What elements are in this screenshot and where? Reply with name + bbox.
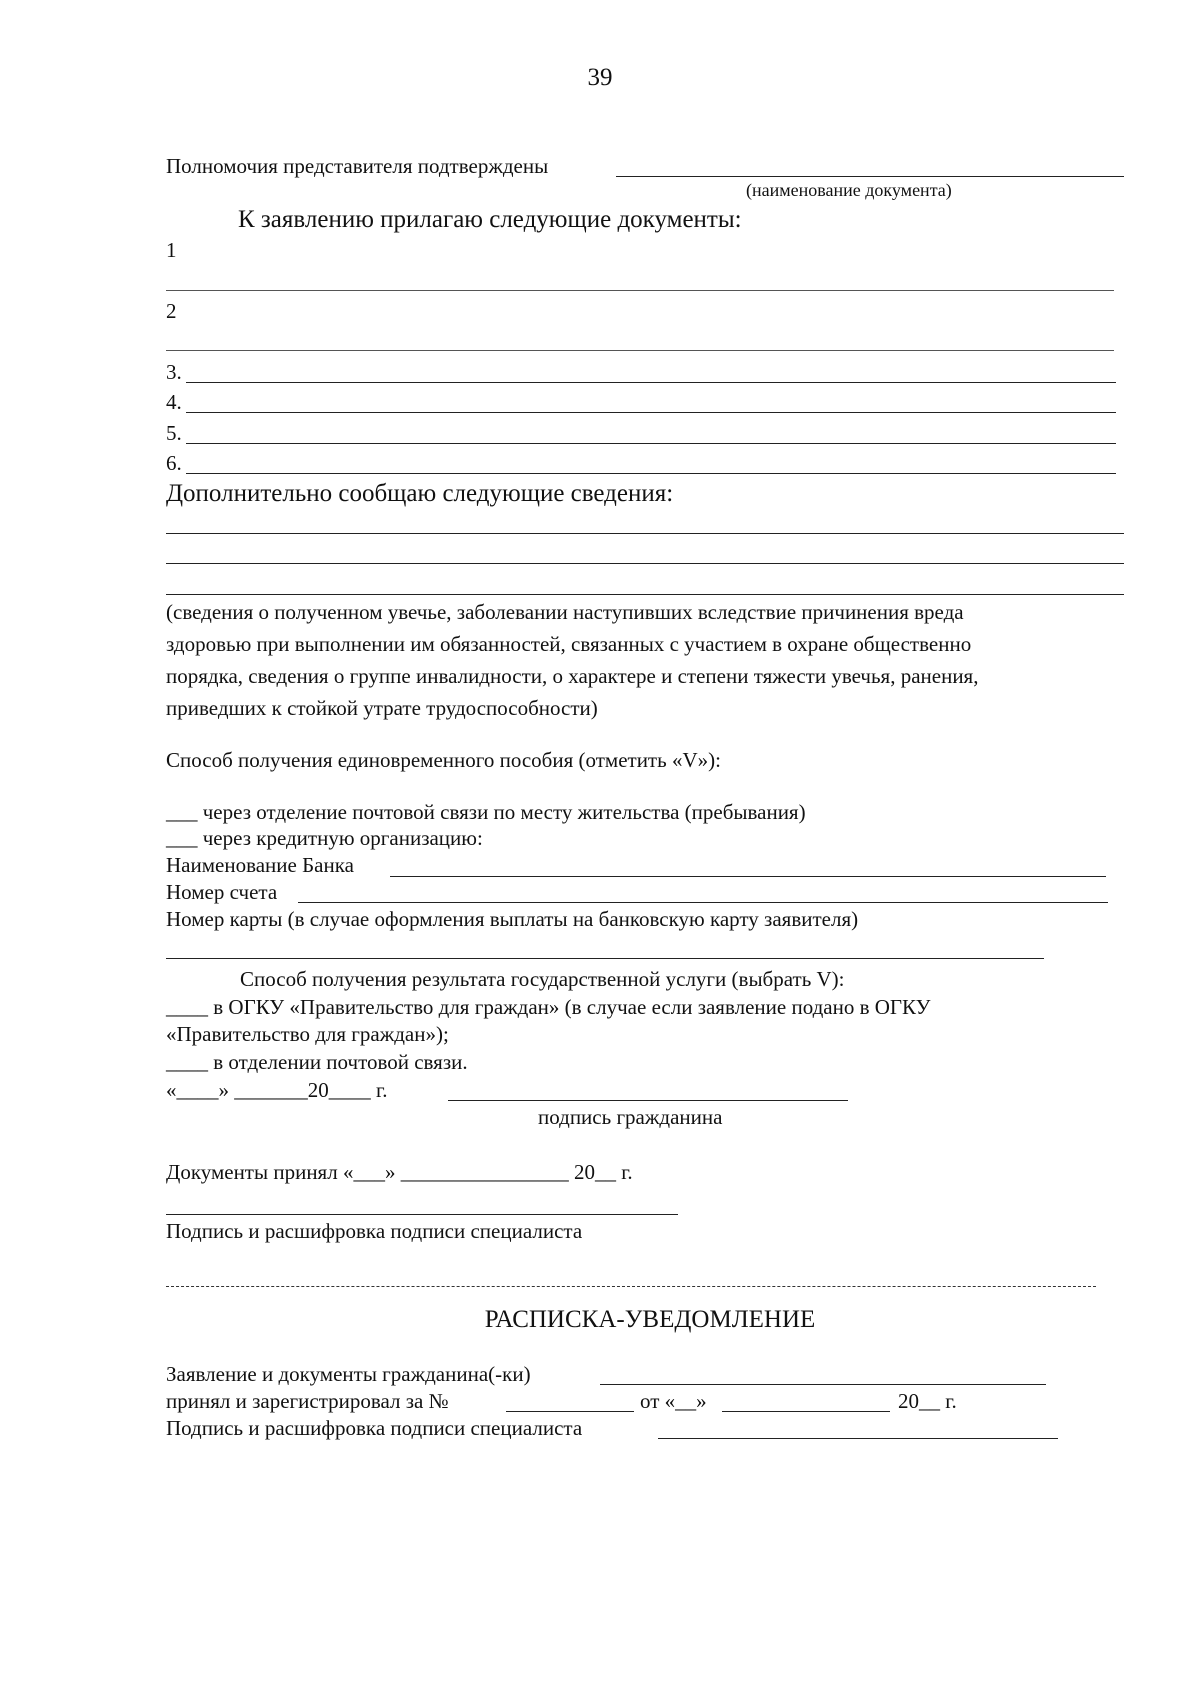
result-option-post-checkbox[interactable]: ____ xyxy=(166,1050,208,1074)
authority-document-field[interactable] xyxy=(616,176,1124,177)
receipt-number-field[interactable] xyxy=(506,1411,634,1412)
receipt-applicant-label: Заявление и документы гражданина(-ки) xyxy=(166,1362,531,1386)
attachment-item-1-number: 1 xyxy=(166,238,177,262)
result-option-post-label: в отделении почтовой связи. xyxy=(213,1050,468,1074)
bank-name-label: Наименование Банка xyxy=(166,853,354,877)
additional-field-line-2[interactable] xyxy=(166,563,1124,564)
additional-note-line-4: приведших к стойкой утрате трудоспособности) xyxy=(166,696,598,720)
specialist-signature-caption: Подпись и расшифровка подписи специалиста xyxy=(166,1219,583,1243)
payment-option-post-label: через отделение почтовой связи по месту жительства (пребывания) xyxy=(202,800,806,824)
additional-note-line-1: (сведения о полученном увечье, заболевании наступивших вследствие причинения вреда xyxy=(166,600,964,624)
attachment-item-4-number: 4. xyxy=(166,390,182,414)
result-option-post[interactable] xyxy=(166,1050,468,1074)
attachment-item-3-number: 3. xyxy=(166,360,182,384)
result-option-ogku-label-line-2: «Правительство для граждан»); xyxy=(166,1022,449,1046)
payment-title: Способ получения единовременного пособия (отметить «V»): xyxy=(166,748,721,772)
account-number-field[interactable] xyxy=(298,902,1108,903)
additional-label: Дополнительно сообщаю следующие сведения: xyxy=(166,480,674,507)
authority-caption: (наименование документа) xyxy=(746,180,952,200)
attachment-item-2-number: 2 xyxy=(166,299,177,323)
additional-note-line-2: здоровью при выполнении им обязанностей, связанных с участием в охране общественно xyxy=(166,632,972,656)
additional-note-line-3: порядка, сведения о группе инвалидности, о характере и степени тяжести увечья, ранения, xyxy=(166,664,979,688)
receipt-applicant-field[interactable] xyxy=(600,1384,1046,1385)
payment-option-post-checkbox[interactable]: ___ xyxy=(166,800,198,824)
receipt-specialist-signature-label: Подпись и расшифровка подписи специалиста xyxy=(166,1416,583,1440)
receipt-date-field[interactable] xyxy=(722,1411,890,1412)
result-option-ogku-checkbox[interactable]: ____ xyxy=(166,995,208,1019)
bank-name-field[interactable] xyxy=(390,876,1106,877)
page-number: 39 xyxy=(587,64,613,91)
result-option-ogku[interactable] xyxy=(166,995,931,1019)
applicant-signature-field[interactable] xyxy=(448,1100,848,1101)
applicant-date-field[interactable]: «____» _______20____ г. xyxy=(166,1078,388,1102)
attachment-item-5-number: 5. xyxy=(166,421,182,445)
specialist-signature-field[interactable] xyxy=(166,1214,678,1215)
attachments-intro: К заявлению прилагаю следующие документы: xyxy=(238,206,742,233)
attachment-item-2-field[interactable] xyxy=(166,350,1114,351)
additional-field-line-1[interactable] xyxy=(166,533,1124,534)
result-title: Способ получения результата государственной услуги (выбрать V): xyxy=(240,967,845,991)
account-number-label: Номер счета xyxy=(166,880,278,904)
payment-option-bank[interactable] xyxy=(166,826,483,850)
card-number-field[interactable] xyxy=(166,958,1044,959)
card-number-label: Номер карты (в случае оформления выплаты на банковскую карту заявителя) xyxy=(166,907,859,931)
receipt-registered-label: принял и зарегистрировал за № xyxy=(166,1389,449,1413)
receipt-date-label: от «__» xyxy=(640,1389,707,1413)
attachment-item-6-field[interactable] xyxy=(186,473,1116,474)
receipt-year-field[interactable]: 20__ г. xyxy=(898,1389,957,1413)
attachment-item-6-number: 6. xyxy=(166,451,182,475)
payment-option-bank-checkbox[interactable]: ___ xyxy=(166,826,198,850)
cut-line-divider xyxy=(166,1286,1096,1287)
attachment-item-4-field[interactable] xyxy=(186,412,1116,413)
payment-option-post[interactable] xyxy=(166,800,806,824)
payment-option-bank-label: через кредитную организацию: xyxy=(202,826,483,850)
receipt-title: РАСПИСКА-УВЕДОМЛЕНИЕ xyxy=(484,1306,816,1333)
attachment-item-5-field[interactable] xyxy=(186,443,1116,444)
receipt-specialist-signature-field[interactable] xyxy=(658,1438,1058,1439)
additional-field-line-3[interactable] xyxy=(166,594,1124,595)
attachment-item-1-field[interactable] xyxy=(166,290,1114,291)
result-option-ogku-label-line-1: в ОГКУ «Правительство для граждан» (в случае если заявление подано в ОГКУ xyxy=(213,995,931,1019)
documents-accepted-line[interactable]: Документы принял «___» ________________ 20__ г. xyxy=(166,1160,633,1184)
authority-label: Полномочия представителя подтверждены xyxy=(166,154,549,178)
attachment-item-3-field[interactable] xyxy=(186,382,1116,383)
applicant-signature-caption: подпись гражданина xyxy=(538,1105,723,1129)
